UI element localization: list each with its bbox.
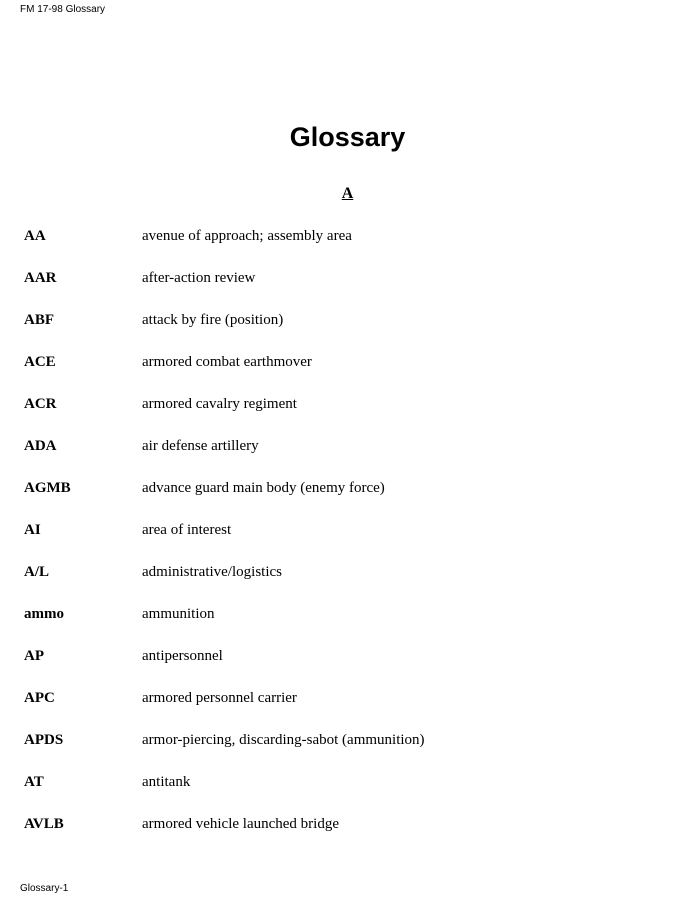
glossary-definition: after-action review — [142, 270, 256, 286]
glossary-entry — [24, 478, 664, 520]
glossary-entry — [24, 352, 664, 394]
glossary-definition: armored vehicle launched bridge — [142, 816, 339, 832]
glossary-term: ABF — [24, 312, 54, 328]
glossary-entry — [24, 730, 664, 772]
glossary-definition: antitank — [142, 774, 191, 790]
glossary-entry — [24, 394, 664, 436]
glossary-term: APDS — [24, 732, 64, 748]
glossary-term: AT — [24, 774, 44, 790]
glossary-definition: air defense artillery — [142, 438, 259, 454]
glossary-definition: ammunition — [142, 606, 215, 622]
glossary-term: AA — [24, 228, 46, 244]
page-title: Glossary — [289, 122, 406, 152]
glossary-entry — [24, 268, 664, 310]
glossary-entry — [24, 646, 664, 688]
glossary-term: AGMB — [24, 480, 71, 496]
glossary-definition: administrative/logistics — [142, 564, 282, 580]
glossary-entry — [24, 226, 664, 268]
glossary-definition: armored cavalry regiment — [142, 396, 297, 412]
glossary-entry — [24, 562, 664, 604]
glossary-definition: armored personnel carrier — [142, 690, 297, 706]
glossary-entry — [24, 436, 664, 478]
glossary-term: ACR — [24, 396, 57, 412]
page-number-footer: Glossary-1 — [20, 883, 69, 894]
glossary-term: AAR — [24, 270, 57, 286]
glossary-term: ADA — [24, 438, 57, 454]
glossary-term: A/L — [24, 564, 50, 580]
glossary-entry — [24, 814, 664, 856]
running-header: FM 17-98 Glossary — [20, 4, 106, 15]
glossary-definition: area of interest — [142, 522, 232, 538]
glossary-entry — [24, 520, 664, 562]
glossary-definition: advance guard main body (enemy force) — [142, 480, 385, 496]
section-letter-heading: A — [341, 185, 354, 202]
glossary-term: AVLB — [24, 816, 64, 832]
glossary-entry — [24, 688, 664, 730]
glossary-definition: avenue of approach; assembly area — [142, 228, 352, 244]
glossary-definition: armor-piercing, discarding-sabot (ammunition) — [142, 732, 425, 748]
glossary-term: AP — [24, 648, 44, 664]
glossary-list — [24, 226, 664, 856]
glossary-term: ammo — [24, 606, 64, 622]
glossary-term: APC — [24, 690, 55, 706]
glossary-entry — [24, 310, 664, 352]
glossary-entry — [24, 604, 664, 646]
glossary-entry — [24, 772, 664, 814]
glossary-definition: armored combat earthmover — [142, 354, 312, 370]
glossary-term: ACE — [24, 354, 56, 370]
glossary-term: AI — [24, 522, 41, 538]
glossary-definition: antipersonnel — [142, 648, 223, 664]
glossary-definition: attack by fire (position) — [142, 312, 284, 328]
